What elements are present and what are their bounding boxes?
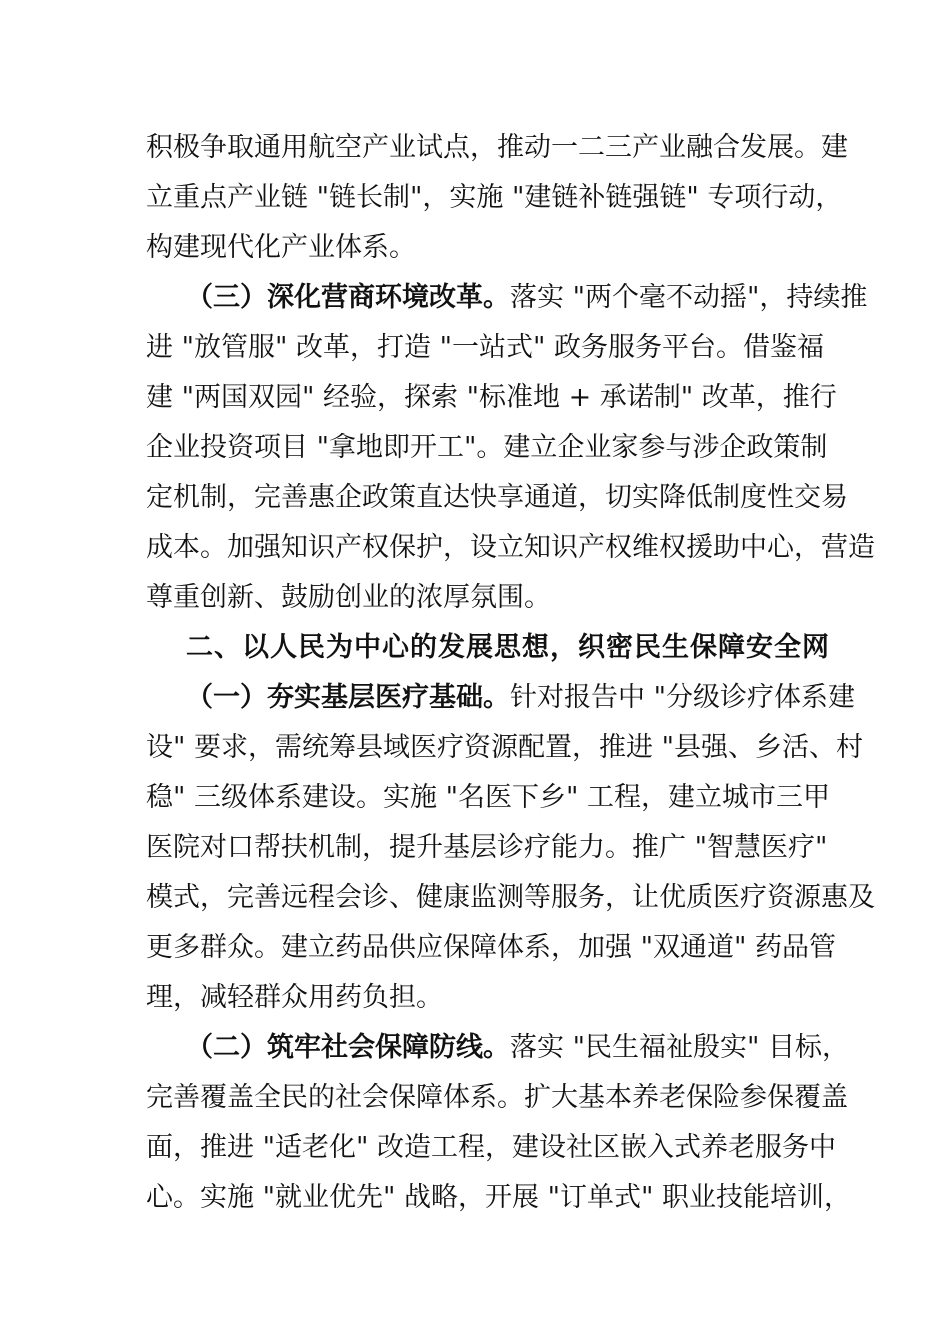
paragraph-line: 建 "两国双园" 经验，探索 "标准地 + 承诺制" 改革，推行 bbox=[146, 382, 837, 413]
subsection-title: （三）深化营商环境改革。 bbox=[186, 282, 510, 313]
paragraph-line: 尊重创新、鼓励创业的浓厚氛围。 bbox=[146, 582, 551, 613]
subsection-title: （二）筑牢社会保障防线。 bbox=[186, 1032, 510, 1063]
paragraph-line: 定机制，完善惠企政策直达快享通道，切实降低制度性交易 bbox=[146, 482, 848, 513]
paragraph-line: 积极争取通用航空产业试点，推动一二三产业融合发展。建 bbox=[146, 132, 848, 163]
subsection-title: （一）夯实基层医疗基础。 bbox=[186, 682, 510, 713]
paragraph-first-line bbox=[186, 278, 868, 318]
paragraph-line: 医院对口帮扶机制，提升基层诊疗能力。推广 "智慧医疗" bbox=[146, 832, 828, 863]
paragraph-first-line bbox=[186, 678, 856, 718]
paragraph-first-line bbox=[186, 1028, 850, 1068]
paragraph-line: 进 "放管服" 改革，打造 "一站式" 政务服务平台。借鉴福 bbox=[146, 332, 825, 363]
paragraph-line: 设" 要求，需统筹县域医疗资源配置，推进 "县强、乡活、村 bbox=[146, 732, 864, 763]
paragraph-line: 心。实施 "就业优先" 战略，开展 "订单式" 职业技能培训， bbox=[146, 1182, 852, 1213]
paragraph-line: 稳" 三级体系建设。实施 "名医下乡" 工程，建立城市三甲 bbox=[146, 782, 831, 813]
paragraph-line: 构建现代化产业体系。 bbox=[146, 232, 416, 263]
paragraph-line: 理，减轻群众用药负担。 bbox=[146, 982, 443, 1013]
paragraph-line: 立重点产业链 "链长制"，实施 "建链补链强链" 专项行动， bbox=[146, 182, 843, 213]
section-heading: 二、以人民为中心的发展思想，织密民生保障安全网 bbox=[186, 632, 830, 663]
paragraph-line: 更多群众。建立药品供应保障体系，加强 "双通道" 药品管 bbox=[146, 932, 837, 963]
paragraph-text: 落实 "两个毫不动摇"，持续推 bbox=[510, 282, 868, 313]
paragraph-line: 面，推进 "适老化" 改造工程，建设社区嵌入式养老服务中 bbox=[146, 1132, 837, 1163]
paragraph-line: 完善覆盖全民的社会保障体系。扩大基本养老保险参保覆盖 bbox=[146, 1082, 848, 1113]
paragraph-line: 成本。加强知识产权保护，设立知识产权维权援助中心，营造 bbox=[146, 532, 875, 563]
paragraph-text: 针对报告中 "分级诊疗体系建 bbox=[510, 682, 856, 713]
paragraph-line: 模式，完善远程会诊、健康监测等服务，让优质医疗资源惠及 bbox=[146, 882, 875, 913]
paragraph-text: 落实 "民生福祉殷实" 目标， bbox=[510, 1032, 850, 1063]
paragraph-line: 企业投资项目 "拿地即开工"。建立企业家参与涉企政策制 bbox=[146, 432, 828, 463]
